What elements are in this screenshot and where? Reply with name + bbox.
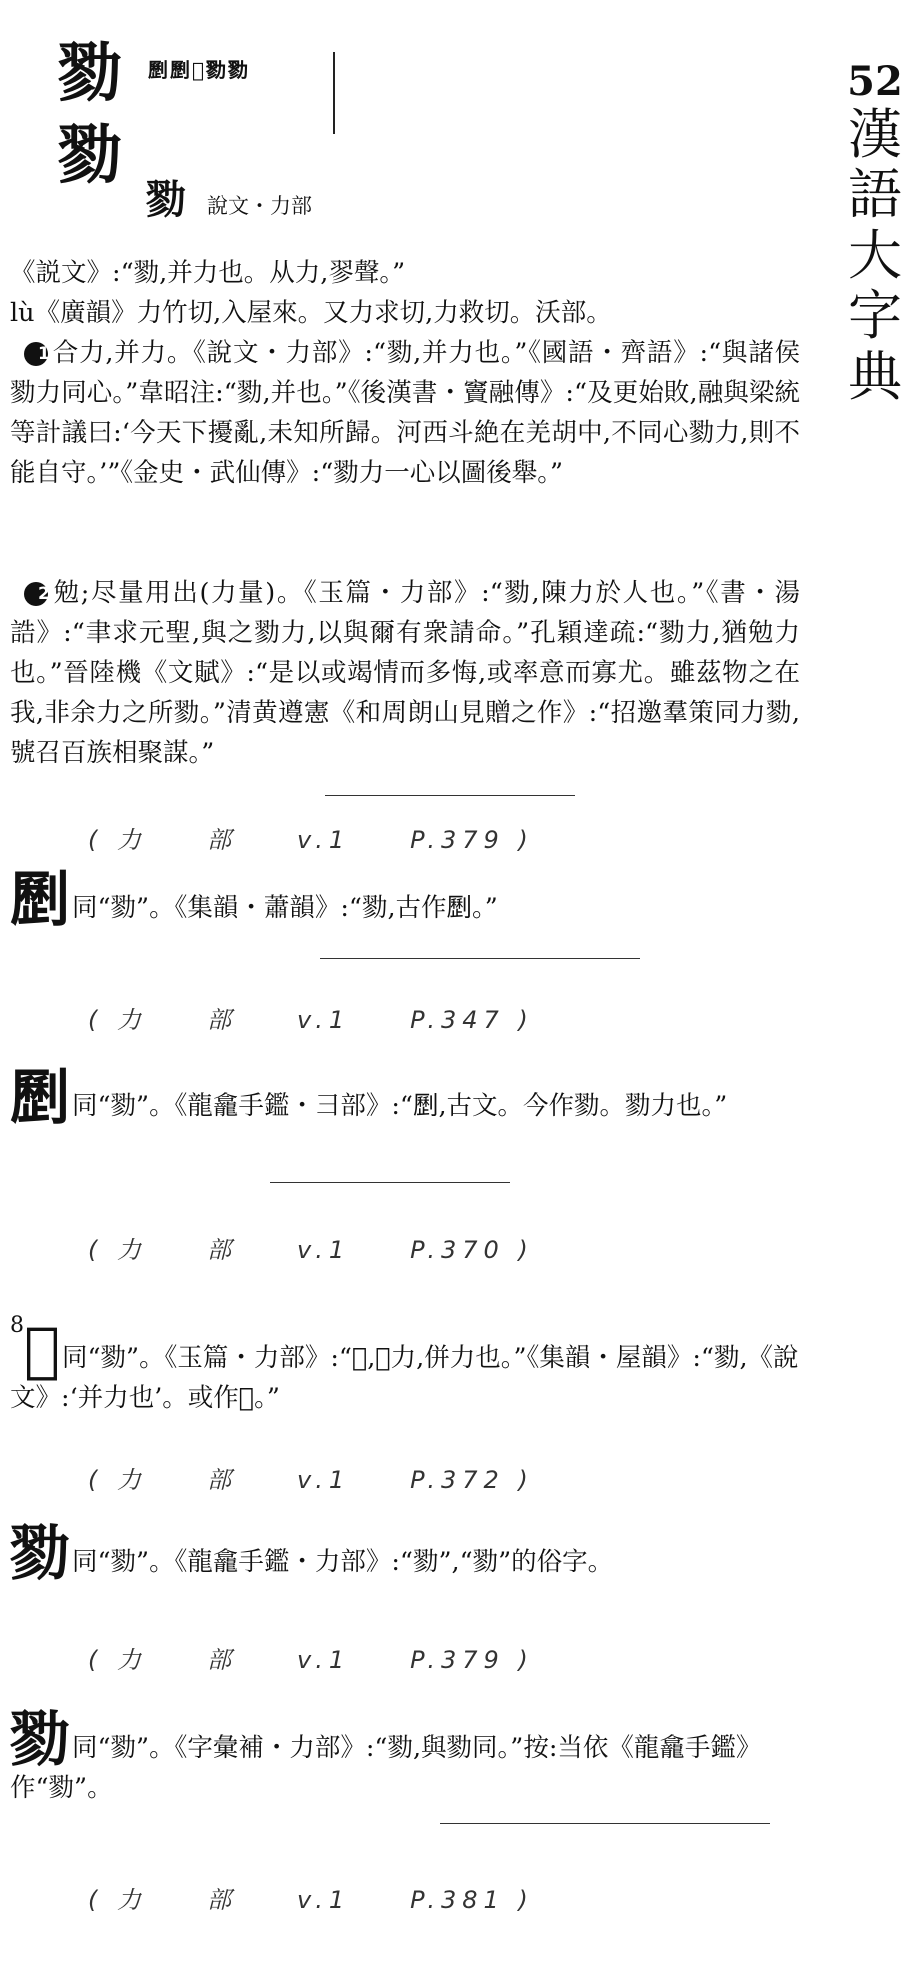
entry-text: 同“勠”。《龍龕手鑑・彐部》:“𠠝,古文。今作勠。勠力也。” [72, 1091, 728, 1121]
entry-char: 勠 [10, 1705, 70, 1775]
shuowen-definition: 《説文》:“勠,并力也。从力,翏聲。” [10, 258, 406, 288]
entry-text: 同“勠”。《字彙補・力部》:“勠,與勠同。”按:当依《龍龕手鑑》作“勠”。 [10, 1733, 762, 1803]
handwritten-note: ( 力 部 v.1 P.347 ) [88, 1006, 534, 1034]
entry-text: 同“勠”。《玉篇・力部》:“𠠟,𠠟力,併力也。”《集韻・屋韻》:“勠,《說文》:‘并力也’。或作𠠟。” [10, 1343, 799, 1413]
handwritten-note: ( 力 部 v.1 P.379 ) [88, 826, 534, 854]
title-char: 漢 [848, 103, 902, 166]
sense-2 [10, 573, 800, 773]
entry [10, 1705, 800, 1808]
entry [10, 1519, 800, 1589]
title-char: 大 [848, 223, 902, 287]
rule [440, 1823, 770, 1824]
variant-forms: 𠠝𠠝𠠟勠勠 [148, 58, 251, 82]
pronunciation: lù《廣韻》力竹切,入屋來。又力求切,力救切。沃部。 [10, 298, 612, 328]
handwritten-note: ( 力 部 v.1 P.379 ) [88, 1646, 534, 1674]
rule [325, 795, 575, 796]
title-char: 語 [848, 163, 902, 227]
entry [10, 865, 800, 935]
rule [270, 1182, 510, 1183]
entry-char: 𠠝 [10, 1063, 70, 1133]
headword-char: 勠 [58, 118, 122, 193]
sense-marker: 1 [24, 342, 48, 366]
entry [10, 1063, 800, 1133]
page-number: 52 [847, 58, 903, 105]
rule [320, 958, 640, 959]
dictionary-title [844, 58, 906, 407]
handwritten-note: ( 力 部 v.1 P.381 ) [88, 1886, 534, 1914]
title-char: 典 [848, 344, 902, 408]
entry-char: 𠠝 [10, 865, 70, 935]
title-char: 字 [848, 284, 902, 348]
seal-source: 說文・力部 [207, 194, 312, 218]
handwritten-note: ( 力 部 v.1 P.370 ) [88, 1236, 534, 1264]
handwritten-note: ( 力 部 v.1 P.372 ) [88, 1466, 534, 1494]
entry-char: 𠠟 [24, 1315, 61, 1385]
sense-1 [10, 333, 800, 493]
sense-2-text: 勉;尽量用出(力量)。《玉篇・力部》:“勠,陳力於人也。”《書・湯誥》:“聿求元聖,與之勠力,以與爾有衆請命。”孔穎達疏:“勠力,猶勉力也。”晉陸機《文賦》:“是以或竭情而多悔,或率意而寡尤。雖茲物之在我,非余力之所勠。”清黄遵憲《和周朗山見贈之作》:“招邀羣策同力勠,號召百族相聚謀。” [10, 578, 800, 768]
divider-line [333, 52, 335, 134]
entry-text: 同“勠”。《集韻・蕭韻》:“勠,古作𠠝。” [72, 893, 498, 923]
headword-char: 勠 [58, 36, 122, 111]
entry-char: 勠 [10, 1519, 70, 1589]
entry [10, 1306, 800, 1418]
sense-marker: 2 [24, 582, 48, 606]
sense-1-text: 合力,并力。《說文・力部》:“勠,并力也。”《國語・齊語》:“與諸侯勠力同心。”韋昭注:“勠,并也。”《後漢書・竇融傳》:“及更始敗,融與梁統等計議曰:‘今天下擾亂,未知所歸。河西斗絶在羌胡中,不同心勠力,則不能自守。’”《金史・武仙傳》:“勠力一心以圖後舉。” [10, 338, 800, 488]
seal-script-glyph: 勠 [146, 176, 186, 223]
entry-text: 同“勠”。《龍龕手鑑・力部》:“勠”,“勠”的俗字。 [72, 1547, 614, 1577]
stroke-count: 8 [10, 1313, 24, 1338]
